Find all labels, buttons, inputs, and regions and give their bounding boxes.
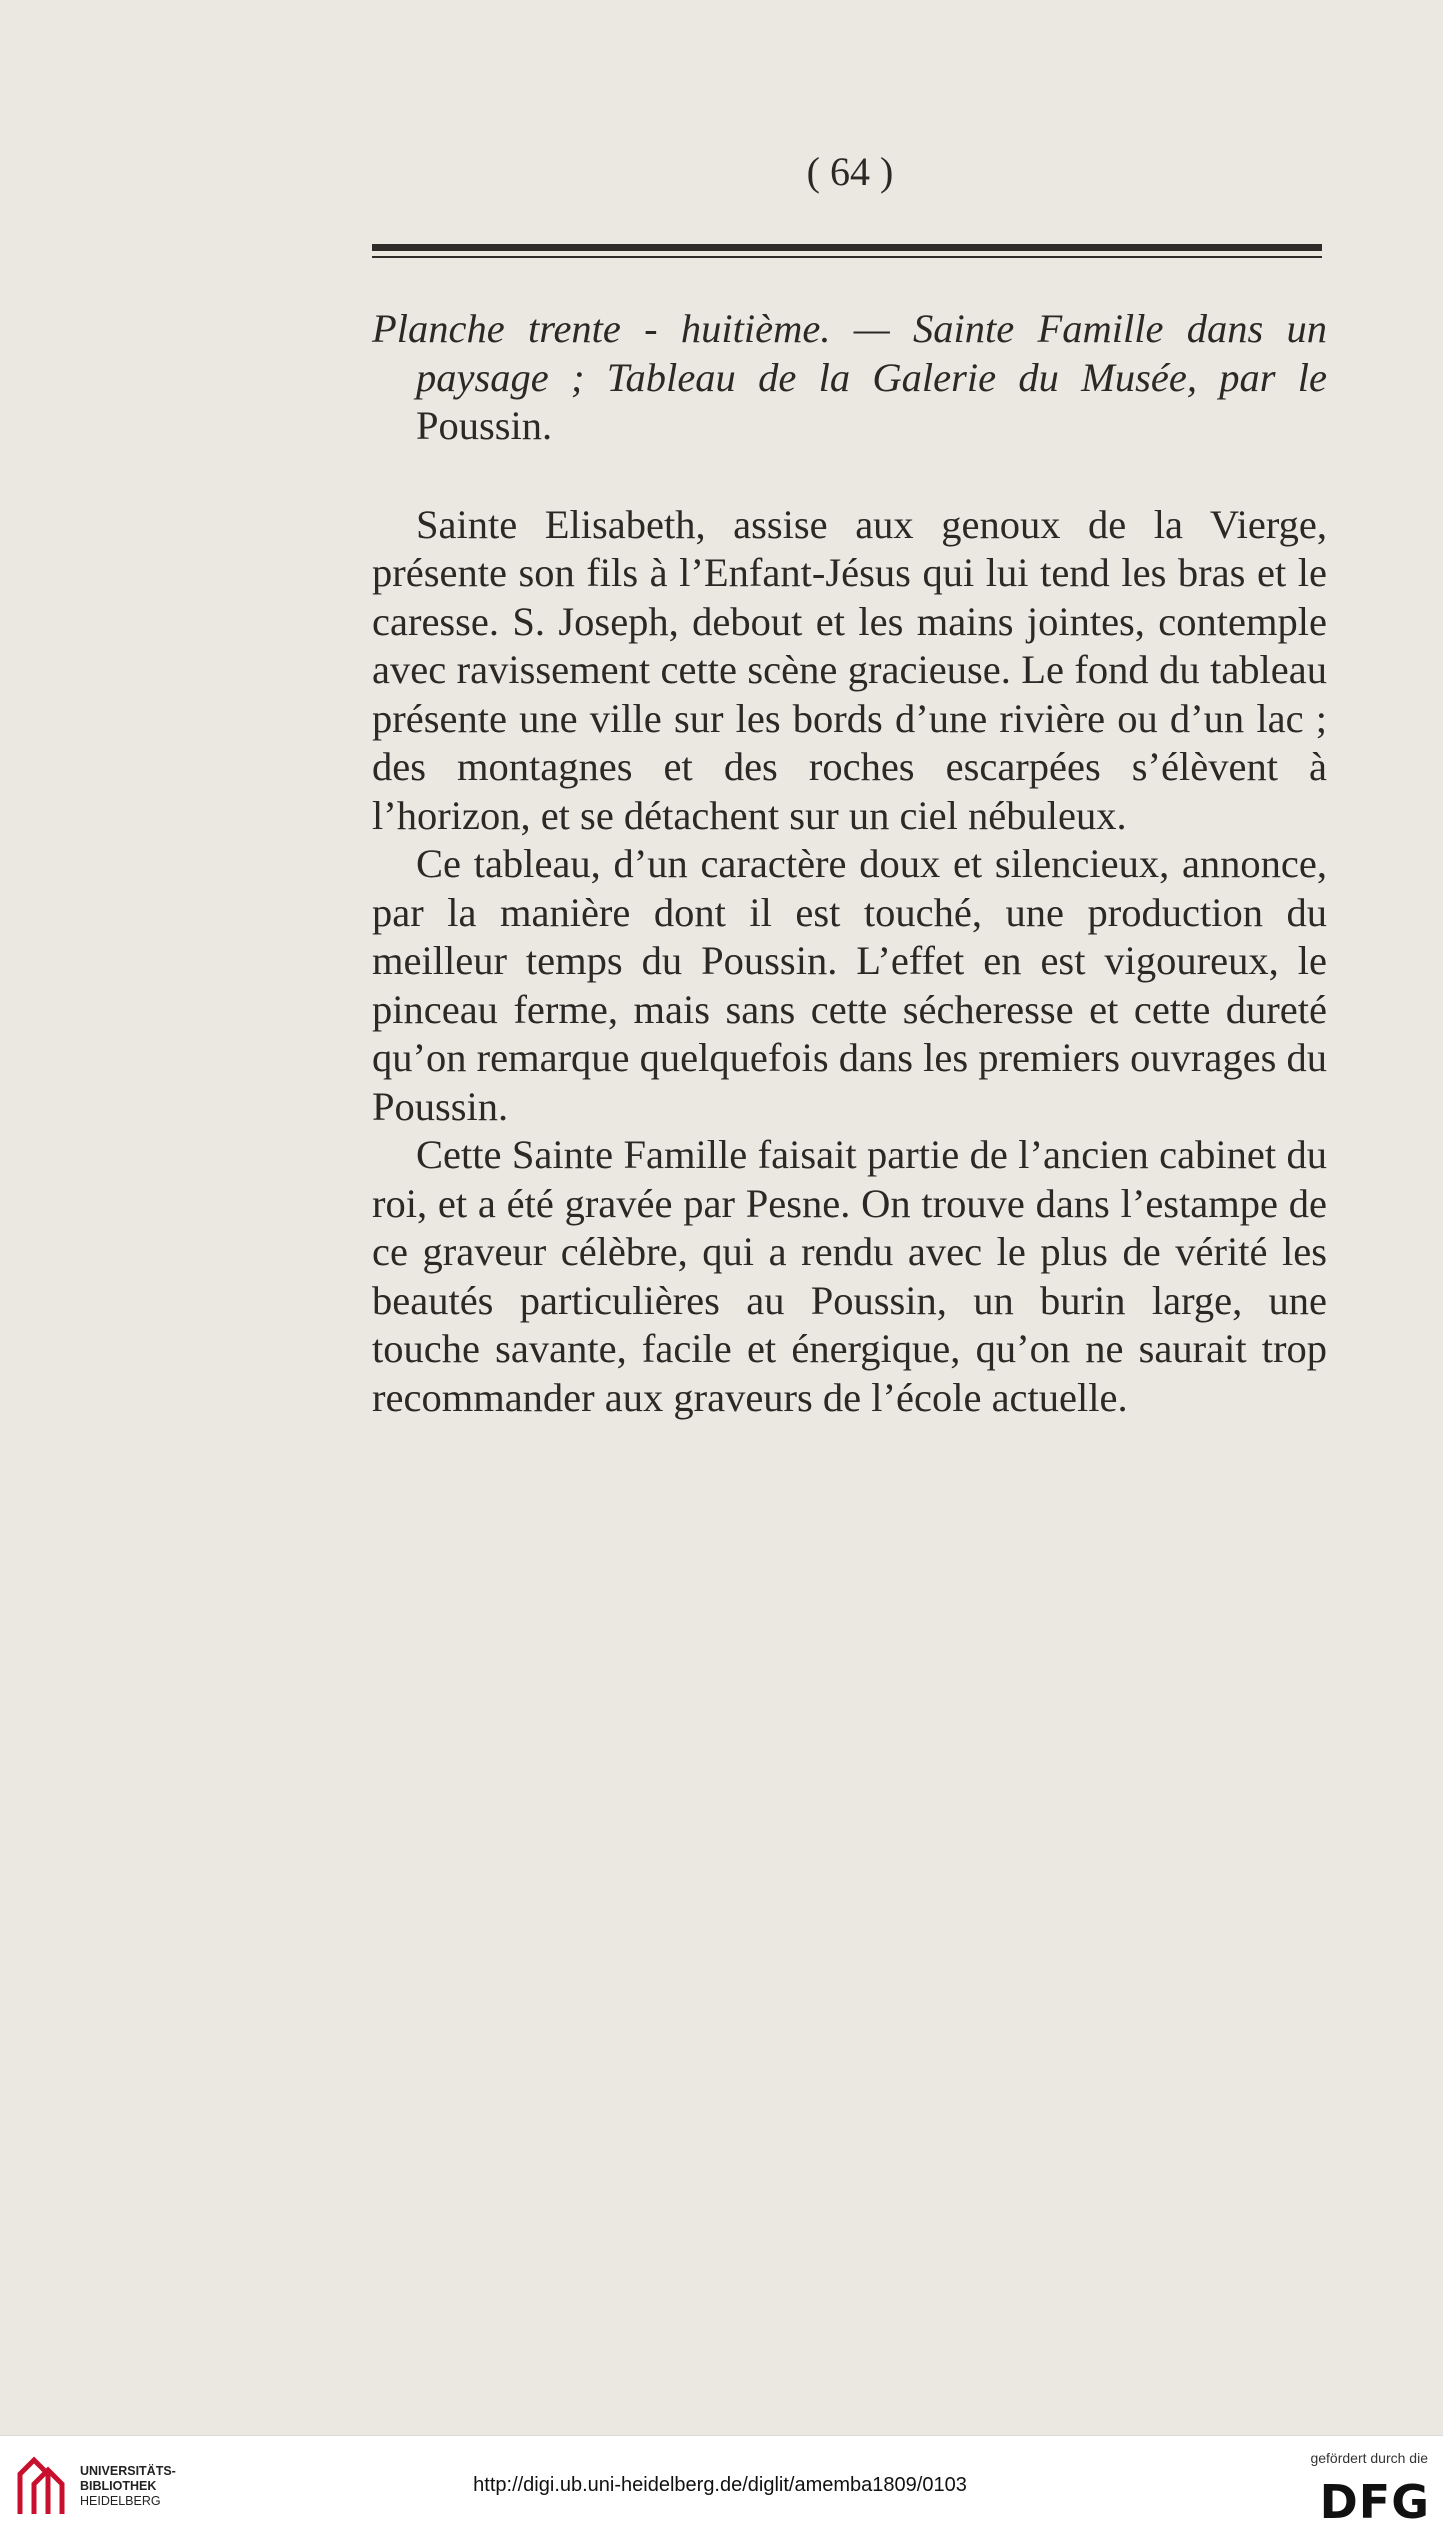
header-rule-thick <box>372 244 1322 251</box>
body-text <box>372 305 1327 1422</box>
library-name-line-1: UNIVERSITÄTS- <box>80 2464 176 2478</box>
header-rule-thin <box>372 256 1322 258</box>
show-through-bleed <box>360 1440 1360 2160</box>
digitization-footer <box>0 2435 1443 2538</box>
plate-caption <box>372 305 1327 451</box>
sponsor-caption: gefördert durch die <box>1310 2450 1428 2466</box>
caption-title: Planche trente - huitième. — Sainte Famille dans un paysage ; Tableau de la Galerie du Musée, par le <box>372 306 1327 400</box>
caption-artist: Poussin. <box>416 403 553 448</box>
library-name <box>80 2464 176 2509</box>
library-name-line-2: BIBLIOTHEK <box>80 2479 157 2493</box>
page-number: ( 64 ) <box>806 149 894 194</box>
paragraph-3: Cette Sainte Famille faisait partie de l’ancien cabinet du roi, et a été gravée par Pesne. On trouve dans l’estampe de ce graveur célèbre, qui a rendu avec le plus de vérité les beautés particulières au Poussin, un burin large, une touche savante, facile et énergique, qu’on ne saurait trop recommander aux graveurs de l’école actuelle. <box>372 1132 1327 1420</box>
library-name-line-3: HEIDELBERG <box>80 2494 161 2508</box>
library-logo-icon <box>14 2454 70 2520</box>
dfg-logo: DFG <box>1319 2475 1430 2529</box>
paragraph-2: Ce tableau, d’un caractère doux et silencieux, annonce, par la manière dont il est touché, une production du meilleur temps du Poussin. L’effet en est vigoureux, le pinceau ferme, mais sans cette sécheresse et cette dureté qu’on remarque quelquefois dans les premiers ouvrages du Poussin. <box>372 841 1327 1129</box>
permalink-url[interactable]: http://digi.ub.uni-heidelberg.de/diglit/amemba1809/0103 <box>473 2474 967 2496</box>
paragraph-1: Sainte Elisabeth, assise aux genoux de la Vierge, présente son fils à l’Enfant-Jésus qui lui tend les bras et le caresse. S. Joseph, debout et les mains jointes, contemple avec ravissement cette scène gracieuse. Le fond du tableau présente une ville sur les bords d’une rivière ou d’un lac ; des montagnes et des roches escarpées s’élèvent à l’horizon, et se détachent sur un ciel nébuleux. <box>372 501 1327 838</box>
